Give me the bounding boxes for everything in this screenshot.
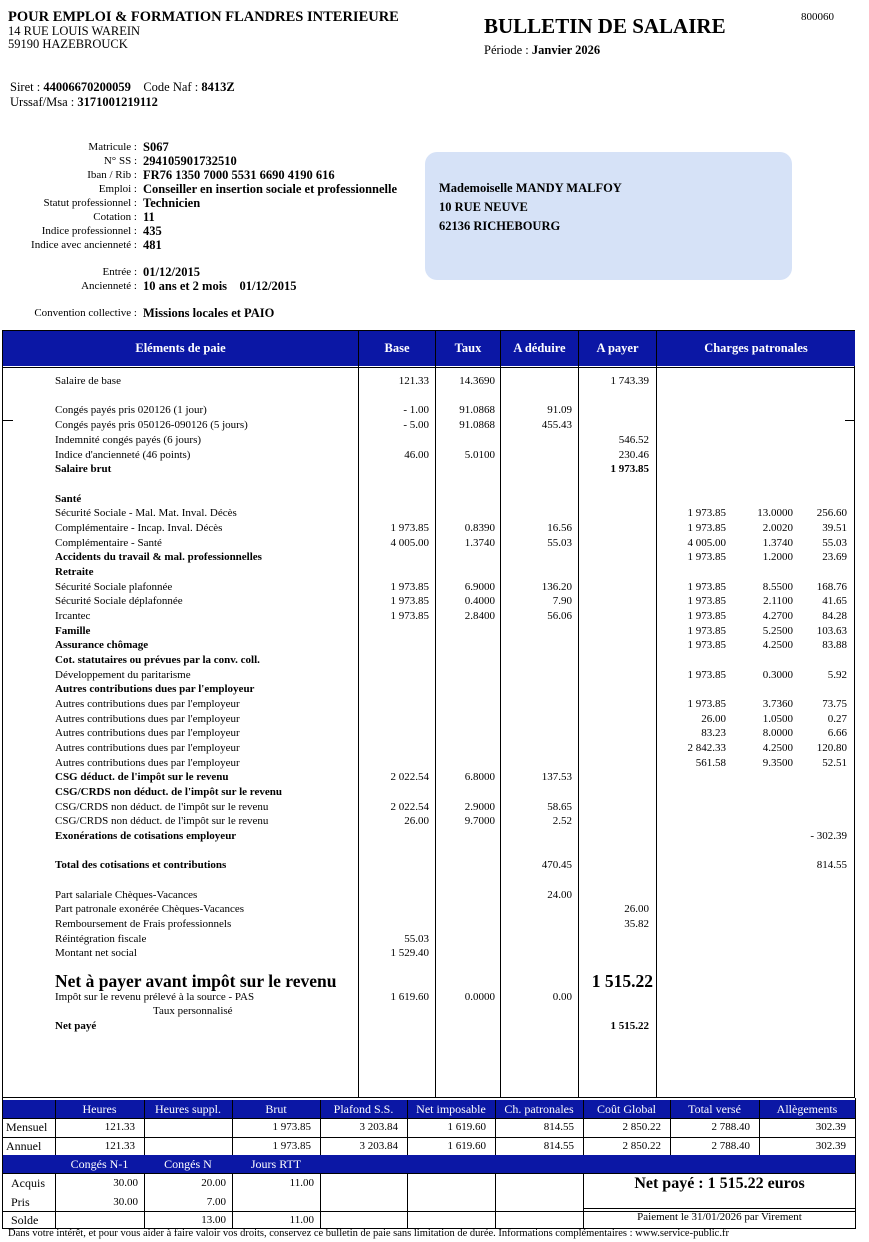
row-value-ded: 91.09: [547, 404, 572, 416]
employee-info-value: Technicien: [143, 196, 201, 210]
row-value-ct: 4.2500: [762, 742, 793, 754]
period-label: Période :: [484, 43, 529, 57]
summary-cell: 2 788.40: [711, 1121, 750, 1133]
row-value-cm: 814.55: [816, 859, 847, 871]
row-value-taux: 6.8000: [464, 771, 495, 783]
row-value-base: 1 529.40: [390, 947, 429, 959]
employee-info-value: Conseiller en insertion sociale et professionnelle: [143, 182, 398, 196]
summary-cell: 302.39: [815, 1121, 846, 1133]
row-value-ct: 1.0500: [762, 713, 793, 725]
row-value-cm: 39.51: [822, 522, 847, 534]
row-value-ded: 137.53: [541, 771, 572, 783]
siret-label: Siret :: [10, 80, 41, 94]
net-before-tax-label: Net à payer avant impôt sur le revenu: [55, 971, 337, 991]
row-label: Congés payés pris 020126 (1 jour): [55, 404, 207, 416]
grid-line: [855, 1098, 856, 1229]
recipient-city: 62136 RICHEBOURG: [439, 219, 561, 233]
grid-line: [144, 1173, 145, 1228]
employer-city: 59190 HAZEBROUCK: [8, 37, 128, 51]
row-value-ded: 58.65: [547, 801, 572, 813]
row-value-ct: 3.7360: [762, 698, 793, 710]
leave-header-cell: Jours RTT: [250, 1157, 302, 1171]
grid-line: [3, 1173, 855, 1174]
row-value-cb: 2 842.33: [687, 742, 726, 754]
row-label: Remboursement de Frais professionnels: [55, 918, 232, 930]
employee-info-value: Missions locales et PAIO: [143, 306, 275, 320]
leave-cell: 11.00: [289, 1214, 314, 1226]
row-value-taux: 2.9000: [464, 801, 495, 813]
row-value-base: 121.33: [398, 375, 429, 387]
row-value-ded: 136.20: [541, 581, 572, 593]
row-value-ded: 0.00: [552, 991, 572, 1003]
leave-row-label: Acquis: [11, 1176, 45, 1190]
row-value-cb: 1 973.85: [687, 698, 726, 710]
row-value-taux: 5.0100: [464, 449, 495, 461]
row-value-taux: 0.4000: [464, 595, 495, 607]
header-underline: [3, 367, 855, 368]
row-label: Part salariale Chèques-Vacances: [55, 889, 198, 901]
summary-cell: 3 203.84: [359, 1121, 398, 1133]
row-value-cm: 5.92: [827, 669, 847, 681]
grid-line: [232, 1100, 233, 1155]
summary-header-cell: Net imposable: [416, 1102, 486, 1116]
summary-header-cell: Heures: [82, 1102, 117, 1116]
summary-header-cell: Total versé: [688, 1102, 741, 1116]
employer-street: 14 RUE LOUIS WAREIN: [8, 24, 141, 38]
row-value-cm: 0.27: [827, 713, 847, 725]
row-value-cm: 83.88: [822, 639, 847, 651]
row-label: Retraite: [55, 566, 94, 578]
employee-info-value: 481: [143, 238, 162, 252]
row-value-pay: 1 515.22: [610, 1020, 649, 1032]
header-taux: Taux: [454, 341, 482, 355]
row-value-cm: 168.76: [816, 581, 847, 593]
row-value-taux: 0.8390: [464, 522, 495, 534]
grid-line: [320, 1173, 321, 1228]
employee-info-value: S067: [143, 140, 169, 154]
row-label: Autres contributions dues par l'employeur: [55, 742, 240, 754]
grid-line: [407, 1173, 408, 1228]
summary-row-label: Annuel: [6, 1139, 42, 1153]
row-value-pay: 230.46: [618, 449, 649, 461]
row-value-cm: 52.51: [822, 757, 847, 769]
urssaf-label: Urssaf/Msa :: [10, 95, 75, 109]
row-value-cm: 41.65: [822, 595, 847, 607]
employee-info-label: N° SS :: [103, 155, 137, 167]
grid-line: [144, 1100, 145, 1155]
row-value-cb: 4 005.00: [687, 537, 726, 549]
row-value-pay: 546.52: [618, 434, 649, 446]
row-value-ded: 56.06: [547, 610, 572, 622]
row-label: Réintégration fiscale: [55, 933, 147, 945]
employee-info-label: Statut professionnel :: [43, 197, 137, 209]
row-value-pay: 35.82: [624, 918, 649, 930]
row-value-cb: 1 973.85: [687, 507, 726, 519]
net-paid-total: Net payé : 1 515.22 euros: [634, 1175, 805, 1192]
summary-cell: 2 850.22: [622, 1140, 661, 1152]
recipient-street: 10 RUE NEUVE: [439, 200, 528, 214]
grid-line: [55, 1100, 56, 1155]
row-value-cb: 1 973.85: [687, 581, 726, 593]
document-number: 800060: [801, 11, 834, 23]
row-value-ct: 2.1100: [763, 595, 793, 607]
row-label: Montant net social: [55, 947, 137, 959]
row-value-taux: 2.8400: [464, 610, 495, 622]
row-value-cb: 83.23: [701, 727, 726, 739]
row-value-ct: 4.2500: [762, 639, 793, 651]
summary-cell: 814.55: [543, 1140, 574, 1152]
row-label: Accidents du travail & mal. professionnelles: [55, 551, 262, 563]
row-value-base: 4 005.00: [390, 537, 429, 549]
leave-cell: 13.00: [201, 1214, 226, 1226]
row-value-ct: 4.2700: [762, 610, 793, 622]
row-value-ded: 55.03: [547, 537, 572, 549]
row-label: Salaire brut: [55, 463, 112, 475]
summary-header-cell: Plafond S.S.: [333, 1102, 394, 1116]
summary-header-cell: Heures suppl.: [155, 1102, 221, 1116]
summary-header-cell: Allègements: [776, 1102, 838, 1116]
row-value-ded: 2.52: [552, 815, 572, 827]
column-divider: [435, 331, 436, 1098]
row-value-taux: 0.0000: [464, 991, 495, 1003]
row-value-cb: 1 973.85: [687, 625, 726, 637]
row-value-cm: 23.69: [822, 551, 847, 563]
row-value-cb: 1 973.85: [687, 639, 726, 651]
summary-cell: 814.55: [543, 1121, 574, 1133]
leave-header-cell: Congés N-1: [70, 1157, 129, 1171]
row-value-ded: 455.43: [541, 419, 572, 431]
grid-line: [670, 1100, 671, 1155]
row-value-base: 1 973.85: [390, 522, 429, 534]
employee-info-value: 294105901732510: [143, 154, 237, 168]
employee-info-label: Matricule :: [88, 141, 137, 153]
header-payer: A payer: [596, 341, 639, 355]
recipient-name: Mademoiselle MANDY MALFOY: [439, 181, 622, 195]
row-label: Part patronale exonérée Chèques-Vacances: [55, 903, 245, 915]
row-label: Ircantec: [55, 610, 91, 622]
row-value-cm: - 302.39: [810, 830, 847, 842]
summary-cell: 2 788.40: [711, 1140, 750, 1152]
employee-info-value: 01/12/2015: [143, 265, 200, 279]
grid-line: [495, 1173, 496, 1228]
summary-cell: 1 619.60: [447, 1121, 486, 1133]
row-value-cb: 26.00: [701, 713, 726, 725]
naf-value: 8413Z: [201, 80, 235, 94]
leave-cell: 11.00: [289, 1177, 314, 1189]
header-deduire: A déduire: [513, 341, 566, 355]
row-value-pay: 1 973.85: [610, 463, 649, 475]
row-label: Impôt sur le revenu prélevé à la source - PAS: [55, 991, 255, 1003]
row-label: CSG/CRDS non déduct. de l'impôt sur le revenu: [55, 801, 269, 813]
employee-info-value: 11: [143, 210, 155, 224]
payment-info: Paiement le 31/01/2026 par Virement: [637, 1211, 802, 1223]
row-value-cm: 55.03: [822, 537, 847, 549]
leave-cell: 30.00: [113, 1196, 138, 1208]
summary-cell: 302.39: [815, 1140, 846, 1152]
recipient-address-box: [425, 152, 792, 280]
row-label: Indice d'ancienneté (46 points): [55, 449, 191, 461]
grid-line: [583, 1100, 584, 1155]
siret-line: [10, 80, 235, 95]
row-label: Sécurité Sociale déplafonnée: [55, 595, 183, 607]
leave-cell: 7.00: [206, 1196, 226, 1208]
employer-name: POUR EMPLOI & FORMATION FLANDRES INTERIEURE: [8, 9, 399, 25]
row-value-base: 55.03: [404, 933, 429, 945]
row-value-pay: 1 743.39: [610, 375, 649, 387]
grid-line: [232, 1173, 233, 1228]
row-label: Développement du paritarisme: [55, 669, 191, 681]
employee-info-label: Indice professionnel :: [41, 225, 137, 237]
row-value-taux: 6.9000: [464, 581, 495, 593]
column-divider: [656, 331, 657, 1098]
row-label: Autres contributions dues par l'employeur: [55, 713, 240, 725]
row-value-ct: 8.5500: [762, 581, 793, 593]
grid-line: [3, 1118, 855, 1119]
net-before-tax-value: 1 515.22: [591, 971, 653, 991]
employee-info-label: Ancienneté :: [81, 280, 137, 292]
row-value-cm: 6.66: [827, 727, 847, 739]
leave-row-label: Pris: [11, 1195, 30, 1209]
employee-info-label: Cotation :: [93, 211, 137, 223]
fold-mark: [845, 420, 855, 421]
row-value-base: 2 022.54: [390, 801, 429, 813]
grid-line: [759, 1100, 760, 1155]
row-label: Autres contributions dues par l'employeur: [55, 727, 240, 739]
header-elements: Eléments de paie: [135, 341, 226, 355]
grid-line: [3, 1137, 855, 1138]
column-divider: [500, 331, 501, 1098]
row-label: Congés payés pris 050126-090126 (5 jours): [55, 419, 248, 431]
grid-line: [320, 1100, 321, 1155]
row-value-cb: 1 973.85: [687, 610, 726, 622]
row-label: Famille: [55, 625, 91, 637]
document-title: BULLETIN DE SALAIRE: [484, 14, 726, 38]
summary-header-cell: Coût Global: [597, 1102, 656, 1116]
row-value-base: 1 619.60: [390, 991, 429, 1003]
column-divider: [578, 331, 579, 1098]
personal-rate-label: Taux personnalisé: [153, 1005, 233, 1017]
row-label: Santé: [55, 493, 82, 505]
row-label: Autres contributions dues par l'employeur: [55, 698, 240, 710]
period-value: Janvier 2026: [531, 43, 601, 57]
row-label: CSG déduct. de l'impôt sur le revenu: [55, 771, 229, 783]
row-value-taux: 1.3740: [464, 537, 495, 549]
grid-line: [55, 1173, 56, 1228]
row-label: Indemnité congés payés (6 jours): [55, 434, 202, 446]
row-value-cm: 120.80: [816, 742, 847, 754]
row-value-base: 26.00: [404, 815, 429, 827]
row-label: Autres contributions dues par l'employeur: [55, 757, 240, 769]
row-label: Exonérations de cotisations employeur: [55, 830, 237, 842]
leave-cell: 30.00: [113, 1177, 138, 1189]
row-value-ct: 1.2000: [762, 551, 793, 563]
grid-line: [495, 1100, 496, 1155]
summary-cell: 2 850.22: [622, 1121, 661, 1133]
row-value-taux: 91.0868: [459, 404, 495, 416]
row-value-ct: 1.3740: [762, 537, 793, 549]
row-value-base: 2 022.54: [390, 771, 429, 783]
row-value-cm: 84.28: [822, 610, 847, 622]
header-charges: Charges patronales: [704, 341, 808, 355]
row-value-base: 1 973.85: [390, 595, 429, 607]
employee-info-label: Indice avec ancienneté :: [31, 239, 137, 251]
naf-label: Code Naf :: [143, 80, 199, 94]
row-value-base: 46.00: [404, 449, 429, 461]
employee-info-label: Entrée :: [102, 266, 137, 278]
row-label: Assurance chômage: [55, 639, 149, 651]
urssaf-value: 3171001219112: [77, 95, 158, 109]
row-value-ct: 0.3000: [762, 669, 793, 681]
row-value-base: - 1.00: [403, 404, 429, 416]
row-value-cm: 103.63: [816, 625, 847, 637]
employee-info-value: FR76 1350 7000 5531 6690 4190 616: [143, 168, 335, 182]
row-label: Autres contributions dues par l'employeur: [55, 683, 255, 695]
row-value-cb: 1 973.85: [687, 522, 726, 534]
summary-header-cell: Ch. patronales: [504, 1102, 574, 1116]
employee-info-label: Emploi :: [98, 183, 137, 195]
column-divider: [358, 331, 359, 1098]
row-value-cm: 256.60: [816, 507, 847, 519]
row-label: Sécurité Sociale plafonnée: [55, 581, 173, 593]
row-value-ded: 470.45: [541, 859, 572, 871]
row-value-ct: 5.2500: [762, 625, 793, 637]
grid-line: [583, 1208, 855, 1209]
summary-cell: 1 619.60: [447, 1140, 486, 1152]
footer-note: Dans votre intérêt, et pour vous aider à faire valoir vos droits, conservez ce bulletin de paie sans limitation de durée. Informations complémentaires : www.service-public.fr: [8, 1228, 729, 1239]
employee-info-label: Iban / Rib :: [87, 169, 137, 181]
leave-cell: 20.00: [201, 1177, 226, 1189]
leave-row-label: Solde: [11, 1213, 39, 1227]
grid-line: [407, 1100, 408, 1155]
row-value-base: - 5.00: [403, 419, 429, 431]
row-value-base: 1 973.85: [390, 581, 429, 593]
employee-info-label: Convention collective :: [34, 307, 137, 319]
row-value-ded: 24.00: [547, 889, 572, 901]
row-value-taux: 14.3690: [459, 375, 495, 387]
row-label: Total des cotisations et contributions: [55, 859, 227, 871]
period: [484, 43, 600, 58]
summary-row-label: Mensuel: [6, 1120, 48, 1134]
row-value-cb: 1 973.85: [687, 595, 726, 607]
row-value-taux: 91.0868: [459, 419, 495, 431]
row-value-pay: 26.00: [624, 903, 649, 915]
row-label: Sécurité Sociale - Mal. Mat. Inval. Décès: [55, 507, 237, 519]
employee-info-value: 10 ans et 2 mois 01/12/2015: [143, 279, 297, 293]
summary-cell: 121.33: [104, 1140, 135, 1152]
summary-cell: 121.33: [104, 1121, 135, 1133]
employee-info-value: 435: [143, 224, 162, 238]
row-label: Cot. statutaires ou prévues par la conv. coll.: [55, 654, 260, 666]
header-base: Base: [384, 341, 410, 355]
row-value-ct: 2.0020: [762, 522, 793, 534]
row-value-ded: 7.90: [552, 595, 572, 607]
summary-cell: 1 973.85: [272, 1121, 311, 1133]
siret-value: 44006670200059: [43, 80, 131, 94]
row-value-ct: 8.0000: [762, 727, 793, 739]
row-value-ct: 13.0000: [757, 507, 793, 519]
fold-mark: [3, 420, 13, 421]
row-value-cb: 1 973.85: [687, 551, 726, 563]
leave-header-cell: Congés N: [164, 1157, 212, 1171]
row-value-ded: 16.56: [547, 522, 572, 534]
row-label: CSG/CRDS non déduct. de l'impôt sur le revenu: [55, 815, 269, 827]
row-value-cb: 561.58: [695, 757, 726, 769]
summary-cell: 3 203.84: [359, 1140, 398, 1152]
urssaf-line: [10, 95, 158, 110]
summary-header-cell: Brut: [265, 1102, 287, 1116]
row-label: CSG/CRDS non déduct. de l'impôt sur le revenu: [55, 786, 282, 798]
row-value-ct: 9.3500: [762, 757, 793, 769]
row-value-cb: 1 973.85: [687, 669, 726, 681]
row-label: Complémentaire - Santé: [55, 537, 162, 549]
row-value-taux: 9.7000: [464, 815, 495, 827]
row-value-base: 1 973.85: [390, 610, 429, 622]
summary-cell: 1 973.85: [272, 1140, 311, 1152]
row-label: Net payé: [55, 1020, 97, 1032]
row-value-cm: 73.75: [822, 698, 847, 710]
row-label: Salaire de base: [55, 375, 121, 387]
row-label: Complémentaire - Incap. Inval. Décès: [55, 522, 223, 534]
